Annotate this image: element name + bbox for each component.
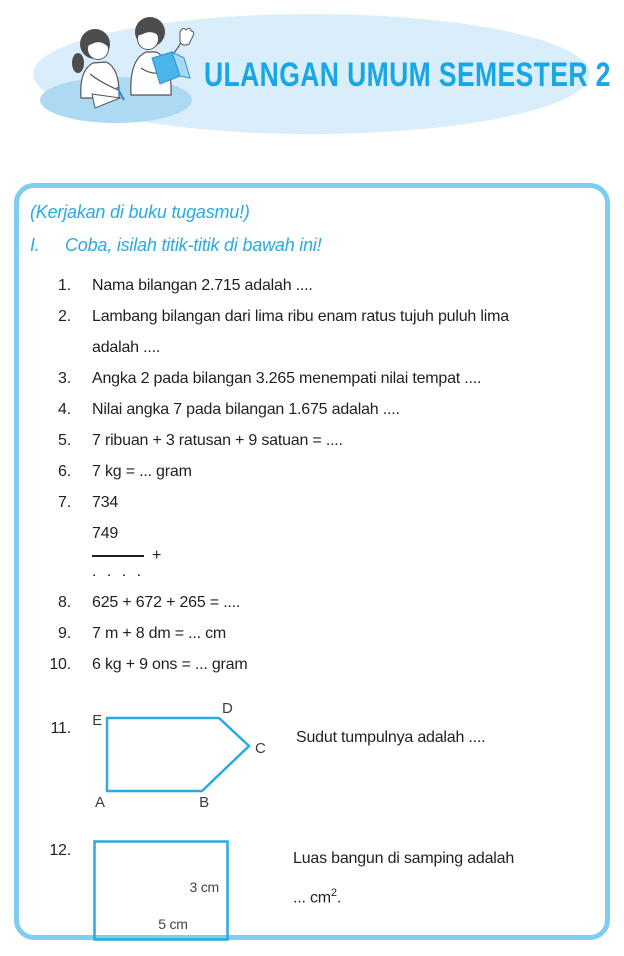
item-number: 4. [58, 401, 71, 418]
question-item [30, 587, 591, 618]
item-number: 7. [58, 494, 71, 511]
question-item-12 [30, 840, 591, 941]
question-list [30, 270, 591, 680]
question-text [293, 840, 585, 941]
item-number: 11. [50, 720, 71, 737]
item-number: 8. [58, 594, 71, 611]
vertex-label-a: A [95, 794, 105, 811]
addition-block [30, 487, 591, 581]
question-item [30, 425, 591, 456]
item-text: 625 + 672 + 265 = .... [92, 594, 241, 611]
section-heading [30, 233, 591, 257]
item-number: 6. [58, 463, 71, 480]
item-text: 6 kg + 9 ons = ... gram [92, 656, 248, 673]
question-item [30, 270, 591, 301]
question-item [30, 394, 591, 425]
section-title: Coba, isilah titik-titik di bawah ini! [65, 235, 322, 255]
addition-addend-1: 734 [92, 494, 119, 511]
item-number: 1. [58, 277, 71, 294]
question-item [30, 301, 591, 363]
question-item [30, 456, 591, 487]
height-label: 3 cm [189, 879, 219, 895]
sum-row [92, 549, 161, 563]
plus-operator: + [152, 547, 162, 564]
boy-figure [131, 17, 194, 95]
item-number: 2. [58, 308, 71, 325]
item-text: Nilai angka 7 pada bilangan 1.675 adalah .... [92, 401, 400, 418]
section-numeral: I. [30, 235, 40, 255]
question-item [30, 618, 591, 649]
students-illustration-icon [34, 2, 212, 134]
question-item [30, 363, 591, 394]
page-header [0, 0, 624, 160]
vertex-label-d: D [222, 700, 233, 717]
item-text: Nama bilangan 2.715 adalah .... [92, 277, 313, 294]
addition-column [92, 487, 161, 581]
page-title: ULANGAN UMUM SEMESTER 2 [204, 56, 611, 94]
question-line-1: Luas bangun di samping adalah [293, 850, 515, 867]
question-period: . [336, 889, 342, 907]
question-text: Sudut tumpulnya adalah .... [296, 729, 486, 746]
instruction-note: (Kerjakan di buku tugasmu!) [30, 202, 250, 222]
question-item-11 [30, 700, 591, 814]
width-label: 5 cm [158, 916, 188, 932]
item-text: 7 kg = ... gram [92, 463, 192, 480]
sum-line [92, 555, 144, 557]
item-text: Lambang bilangan dari lima ribu enam ratus tujuh puluh lima adalah .... [92, 308, 509, 356]
item-text: 7 ribuan + 3 ratusan + 9 satuan = .... [92, 432, 343, 449]
item-number: 9. [58, 625, 71, 642]
item-number: 5. [58, 432, 71, 449]
item-text: 7 m + 8 dm = ... cm [92, 625, 227, 642]
vertex-label-e: E [92, 712, 102, 729]
answer-dots: . . . . [92, 563, 145, 580]
superscript-2: 2 [330, 887, 337, 899]
vertex-label-c: C [255, 740, 266, 757]
content-box [14, 183, 610, 940]
question-item [30, 649, 591, 680]
item-text: Angka 2 pada bilangan 3.265 menempati nilai tempat .... [92, 370, 482, 387]
item-number: 3. [58, 370, 71, 387]
item-number: 10. [49, 656, 71, 673]
addition-addend-2: 749 [92, 525, 119, 542]
item-number: 12. [49, 842, 71, 859]
rectangle-figure [93, 840, 229, 941]
question-line-2: ... cm [293, 889, 331, 907]
vertex-label-b: B [199, 794, 209, 811]
pentagon-figure [82, 700, 270, 814]
